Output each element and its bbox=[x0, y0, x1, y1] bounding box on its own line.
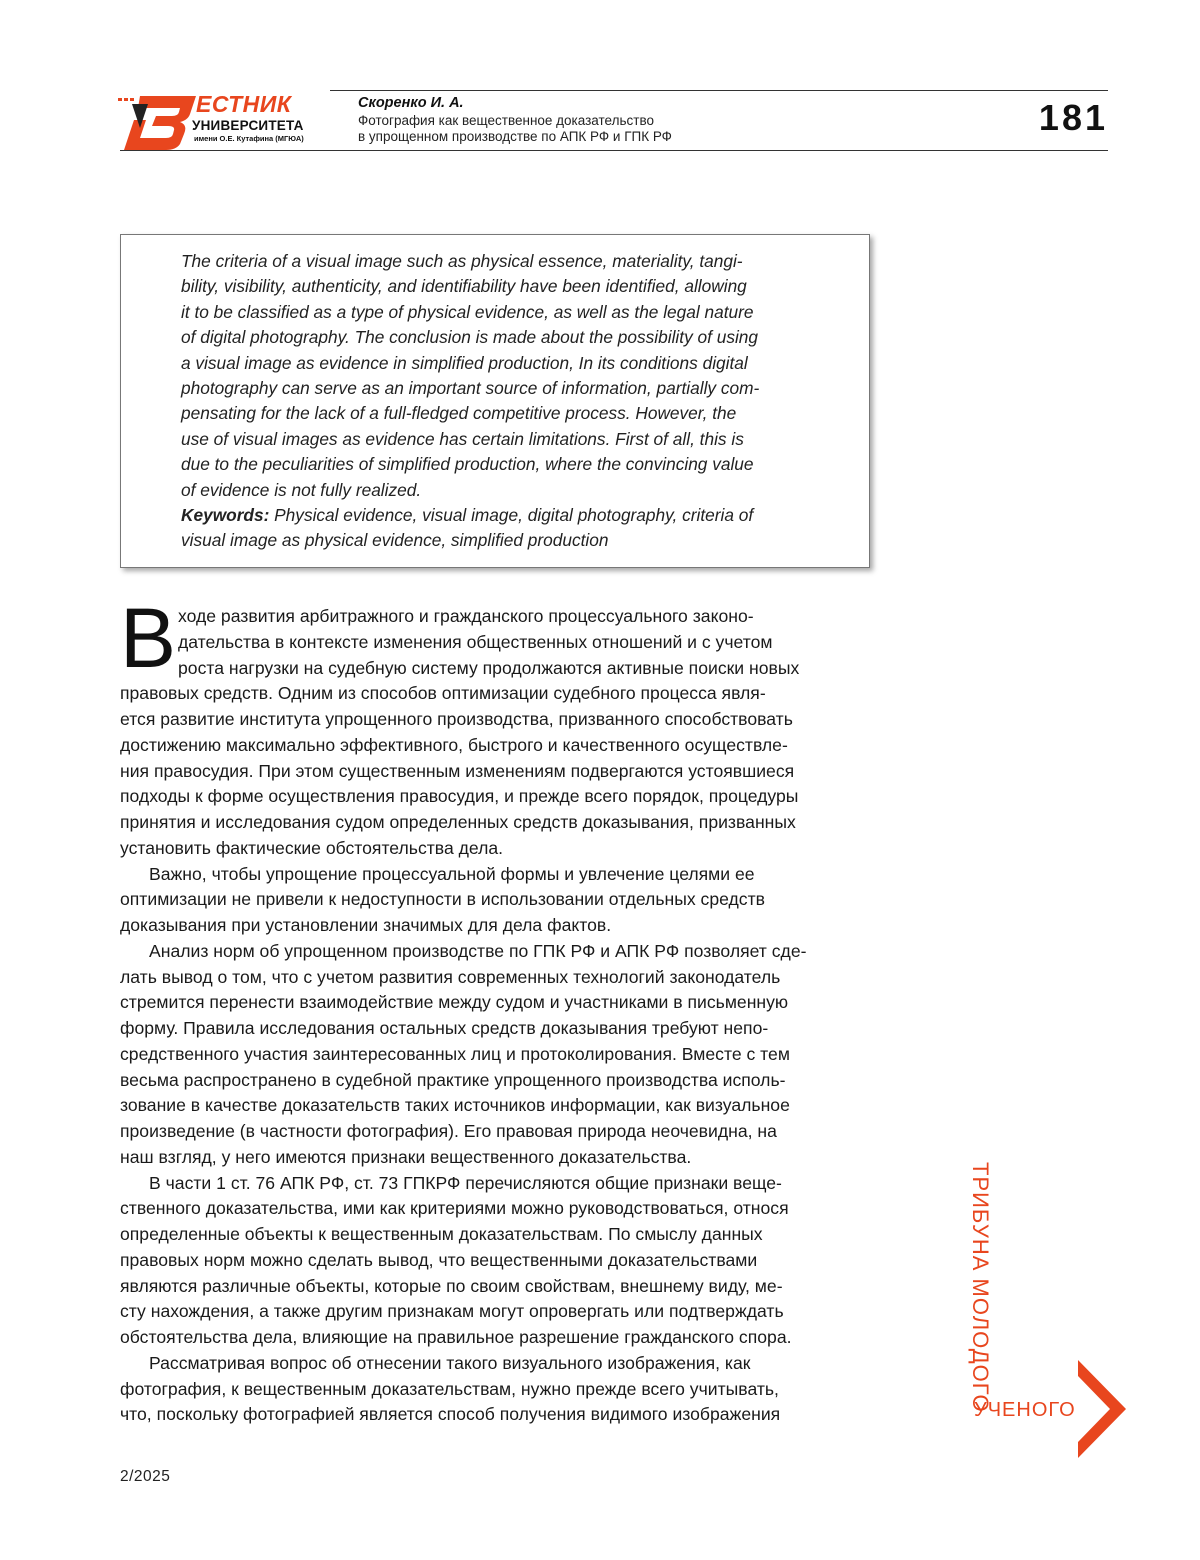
abstract-text bbox=[181, 249, 821, 554]
body-line: ется развитие института упрощенного производства, призванного способствовать bbox=[120, 707, 872, 733]
body-line: роста нагрузки на судебную систему продолжаются активные поиски новых bbox=[120, 656, 872, 682]
body-line: подходы к форме осуществления правосудия, и прежде всего порядок, процедуры bbox=[120, 784, 872, 810]
abstract-line: photography can serve as an important source of information, partially com- bbox=[181, 376, 821, 401]
running-head-title-line-2: в упрощенном производстве по АПК РФ и ГПК РФ bbox=[358, 129, 672, 145]
abstract-line: The criteria of a visual image such as physical essence, materiality, tangi- bbox=[181, 249, 821, 274]
body-line: ходе развития арбитражного и гражданского процессуального законо- bbox=[120, 604, 872, 630]
abstract-line: of evidence is not fully realized. bbox=[181, 478, 821, 503]
abstract-line: bility, visibility, authenticity, and identifiability have been identified, allowing bbox=[181, 274, 821, 299]
section-banner-horizontal: УЧЕНОГО bbox=[974, 1398, 1076, 1422]
body-line: средственного участия заинтересованных лиц и протоколирования. Вместе с тем bbox=[120, 1042, 872, 1068]
section-banner-vertical: ТРИБУНА МОЛОДОГО bbox=[968, 1162, 992, 1413]
body-line: установить фактические обстоятельства дела. bbox=[120, 836, 872, 862]
abstract-line: it to be classified as a type of physical evidence, as well as the legal nature bbox=[181, 300, 821, 325]
body-line: весьма распространено в судебной практике упрощенного производства исполь- bbox=[120, 1068, 872, 1094]
body-line: В части 1 ст. 76 АПК РФ, ст. 73 ГПКРФ перечисляются общие признаки веще- bbox=[120, 1171, 872, 1197]
abstract-line: due to the peculiarities of simplified production, where the convincing value bbox=[181, 452, 821, 477]
section-arrow-icon bbox=[1072, 1358, 1130, 1460]
journal-logo bbox=[118, 92, 323, 150]
body-line: определенные объекты к вещественным доказательствам. По смыслу данных bbox=[120, 1222, 872, 1248]
body-line: лать вывод о том, что с учетом развития современных технологий законодатель bbox=[120, 965, 872, 991]
body-line: сту нахождения, а также другим признакам могут опровергать или подтверждать bbox=[120, 1299, 872, 1325]
keywords-line bbox=[181, 503, 821, 528]
running-head-title-line-1: Фотография как вещественное доказательство bbox=[358, 113, 672, 129]
body-line: оптимизации не привели к недоступности в использовании отдельных средств bbox=[120, 887, 872, 913]
body-line: что, поскольку фотографией является способ получения видимого изображения bbox=[120, 1402, 872, 1428]
body-line: доказывания при установлении значимых для дела фактов. bbox=[120, 913, 872, 939]
abstract-line: of digital photography. The conclusion is made about the possibility of using bbox=[181, 325, 821, 350]
logo-subtitle: УНИВЕРСИТЕТА bbox=[192, 118, 304, 133]
keywords-line-2: visual image as physical evidence, simplified production bbox=[181, 528, 821, 553]
logo-title: ЕСТНИК bbox=[196, 92, 291, 116]
running-head-author: Скоренко И. А. bbox=[358, 95, 464, 112]
drop-cap: В bbox=[120, 596, 176, 680]
body-line: стремится перенести взаимодействие между судом и участниками в письменную bbox=[120, 990, 872, 1016]
body-line: наш взгляд, у него имеются признаки вещественного доказательства. bbox=[120, 1145, 872, 1171]
body-line: Анализ норм об упрощенном производстве по ГПК РФ и АПК РФ позволяет сде- bbox=[120, 939, 872, 965]
keywords-label: Keywords: bbox=[181, 505, 269, 525]
body-line: дательства в контексте изменения общественных отношений и с учетом bbox=[120, 630, 872, 656]
abstract-box bbox=[120, 234, 870, 568]
body-line: произведение (в частности фотография). Его правовая природа неочевидна, на bbox=[120, 1119, 872, 1145]
issue-number: 2/2025 bbox=[120, 1468, 170, 1486]
body-line: правовых норм можно сделать вывод, что вещественными доказательствами bbox=[120, 1248, 872, 1274]
body-line: являются различные объекты, которые по своим свойствам, внешнему виду, ме- bbox=[120, 1274, 872, 1300]
abstract-line: pensating for the lack of a full-fledged competitive process. However, the bbox=[181, 401, 821, 426]
header-top-rule bbox=[330, 90, 1108, 91]
body-line: правовых средств. Одним из способов оптимизации судебного процесса явля- bbox=[120, 681, 872, 707]
logo-emblem-icon bbox=[118, 92, 198, 150]
body-line: зование в качестве доказательств таких источников информации, как визуальное bbox=[120, 1093, 872, 1119]
abstract-line: use of visual images as evidence has certain limitations. First of all, this is bbox=[181, 427, 821, 452]
body-line: форму. Правила исследования остальных средств доказывания требуют непо- bbox=[120, 1016, 872, 1042]
article-body bbox=[120, 604, 872, 1428]
body-line: достижению максимально эффективного, быстрого и качественного осуществле- bbox=[120, 733, 872, 759]
body-line: Важно, чтобы упрощение процессуальной формы и увлечение целями ее bbox=[120, 862, 872, 888]
body-line: ственного доказательства, ими как критериями можно руководствоваться, относя bbox=[120, 1196, 872, 1222]
body-line: обстоятельства дела, влияющие на правильное разрешение гражданского спора. bbox=[120, 1325, 872, 1351]
body-line: фотография, к вещественным доказательствам, нужно прежде всего учитывать, bbox=[120, 1377, 872, 1403]
body-line: принятия и исследования судом определенных средств доказывания, призванных bbox=[120, 810, 872, 836]
body-line: ния правосудия. При этом существенным изменениям подвергаются устоявшиеся bbox=[120, 759, 872, 785]
header-bottom-rule bbox=[120, 150, 1108, 151]
abstract-line: a visual image as evidence in simplified production, In its conditions digital bbox=[181, 351, 821, 376]
keywords-text: Physical evidence, visual image, digital photography, criteria of bbox=[269, 505, 753, 525]
running-head-title bbox=[358, 113, 672, 145]
page-number: 181 bbox=[1020, 98, 1108, 138]
body-line: Рассматривая вопрос об отнесении такого визуального изображения, как bbox=[120, 1351, 872, 1377]
logo-subtitle-small: имени О.Е. Кутафина (МГЮА) bbox=[194, 134, 304, 143]
